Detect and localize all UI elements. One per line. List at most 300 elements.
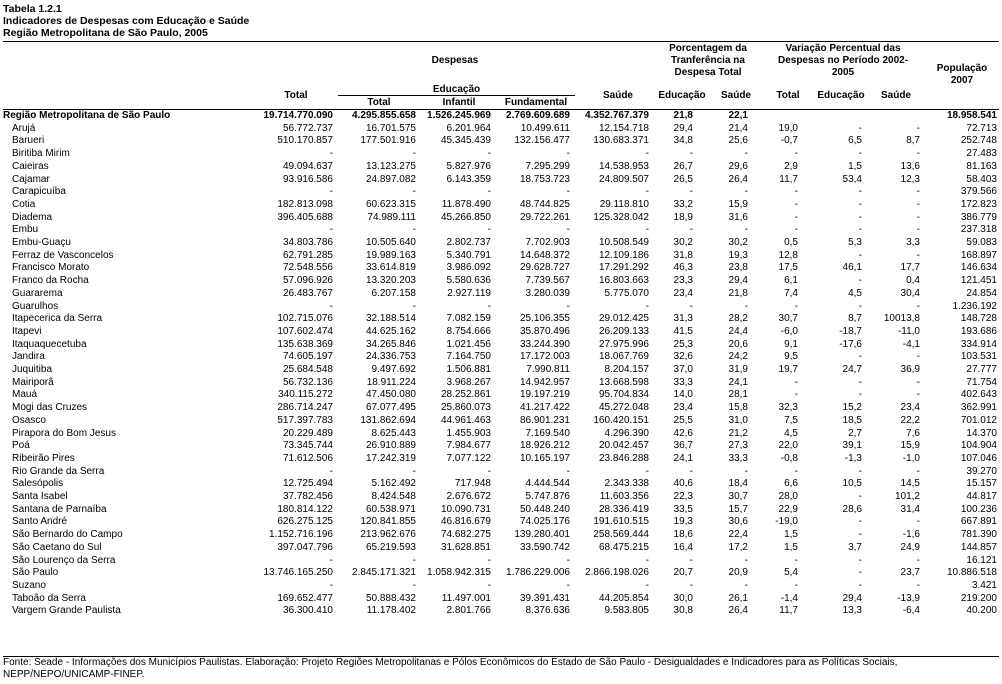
cell-total: 57.096.926 [282, 275, 333, 287]
cell-edu-total: - [412, 186, 416, 198]
cell-var-educacao: - [858, 529, 862, 541]
cell-pct-saude: - [744, 554, 748, 566]
cell-pct-educacao: 36,7 [673, 440, 693, 452]
cell-pct-educacao: 21,8 [673, 110, 693, 121]
cell-municipio: Mauá [12, 389, 38, 401]
cell-pct-saude: 15,8 [728, 402, 748, 414]
cell-populacao: 334.914 [960, 338, 997, 350]
cell-populacao: 237.318 [960, 224, 997, 236]
header-var-saude: Saúde [880, 90, 911, 101]
cell-var-educacao: - [858, 275, 862, 287]
cell-edu-total: - [412, 579, 416, 591]
cell-municipio: Taboão da Serra [12, 592, 86, 604]
cell-saude: 9.583.805 [604, 605, 649, 617]
cell-var-educacao: -17,6 [839, 338, 862, 350]
cell-var-saude: - [916, 122, 920, 134]
cell-var-educacao: 46,1 [842, 262, 862, 274]
table-row [0, 313, 1002, 326]
cell-fundamental: 25.106.355 [519, 313, 570, 325]
cell-edu-total: 13.320.203 [365, 275, 416, 287]
cell-saude: 160.420.151 [593, 414, 649, 426]
cell-var-saude: - [916, 186, 920, 198]
cell-pct-saude: 17,2 [728, 541, 748, 553]
cell-fundamental: 7.169.540 [525, 427, 570, 439]
cell-municipio: Salesópolis [12, 478, 64, 490]
cell-var-educacao: - [858, 491, 862, 502]
cell-pct-saude: - [744, 186, 748, 198]
cell-edu-total: 50.888.432 [365, 592, 416, 604]
cell-var-total: 11,7 [779, 605, 798, 617]
cell-infantil: 44.961.463 [440, 414, 491, 426]
cell-pct-educacao: 42,6 [673, 427, 693, 439]
table-row [0, 529, 1002, 542]
cell-var-educacao: - [858, 567, 862, 579]
table-row [0, 542, 1002, 555]
cell-fundamental: 19.197.219 [519, 389, 570, 401]
cell-pct-educacao: 24,1 [673, 452, 693, 464]
cell-total: 169.652.477 [277, 592, 333, 604]
table-row [0, 428, 1002, 441]
cell-edu-total: 74.989.111 [367, 211, 416, 223]
cell-infantil: 74.682.275 [440, 529, 491, 541]
cell-var-total: - [794, 148, 798, 160]
cell-municipio: Embu [12, 224, 39, 236]
cell-total: 517.397.783 [277, 414, 333, 426]
cell-pct-saude: 24,2 [728, 351, 748, 363]
cell-fundamental: 29.722.261 [519, 211, 570, 223]
cell-pct-educacao: 25,3 [673, 338, 693, 350]
table-row [0, 212, 1002, 225]
cell-var-saude: - [916, 198, 920, 210]
cell-var-educacao: - [858, 148, 862, 160]
cell-var-educacao: - [858, 389, 862, 401]
cell-saude: 24.809.507 [598, 173, 649, 185]
cell-edu-total: 131.862.694 [360, 414, 416, 426]
cell-pct-educacao: - [689, 465, 693, 477]
cell-saude: 130.683.371 [593, 135, 649, 147]
table-row [0, 275, 1002, 288]
cell-var-total: -0,8 [780, 452, 798, 464]
cell-municipio: Rio Grande da Serra [12, 465, 105, 477]
cell-var-saude: - [916, 148, 920, 160]
cell-populacao: 172.823 [960, 198, 997, 210]
cell-var-saude: 36,9 [900, 364, 920, 375]
cell-var-educacao: - [858, 300, 862, 312]
table-row [0, 123, 1002, 136]
cell-pct-educacao: - [689, 554, 693, 566]
cell-pct-saude: 22,1 [728, 110, 748, 121]
cell-var-educacao: - [858, 198, 862, 210]
cell-municipio: Jandira [12, 351, 45, 363]
cell-saude: 45.272.048 [598, 402, 649, 414]
cell-infantil: 1.058.942.315 [427, 567, 491, 579]
cell-fundamental: - [566, 148, 570, 160]
cell-var-saude: -4,1 [902, 338, 920, 350]
cell-populacao: 59.083 [966, 237, 997, 248]
table-row [0, 301, 1002, 314]
cell-populacao: 58.403 [966, 173, 997, 185]
cell-var-saude: 23,7 [900, 567, 920, 579]
cell-saude: 17.291.292 [598, 262, 649, 274]
cell-fundamental: 7.739.567 [525, 275, 570, 287]
table-row [0, 339, 1002, 352]
cell-fundamental: 41.217.422 [519, 402, 570, 414]
cell-pct-educacao: 30,2 [673, 237, 693, 248]
cell-populacao: 71.754 [966, 376, 997, 388]
cell-saude: 20.042.457 [598, 440, 649, 452]
cell-total: 74.605.197 [282, 351, 333, 363]
cell-var-total: -1,4 [780, 592, 798, 604]
cell-pct-saude: - [744, 465, 748, 477]
cell-municipio: Cajamar [12, 173, 50, 185]
cell-fundamental: 1.786.229.006 [506, 567, 570, 579]
header-saude: Saúde [602, 90, 633, 101]
cell-fundamental: 139.280.401 [514, 529, 570, 541]
cell-var-saude: 17,7 [900, 262, 920, 274]
table-row [0, 326, 1002, 339]
cell-var-saude: - [916, 224, 920, 236]
cell-municipio: Região Metropolitana de São Paulo [3, 110, 171, 121]
cell-total: 56.772.737 [282, 122, 333, 134]
cell-total: 626.275.125 [277, 516, 333, 528]
cell-populacao: 386.779 [960, 211, 997, 223]
cell-saude: 191.610.515 [593, 516, 649, 528]
cell-infantil: 1.455.903 [446, 427, 491, 439]
cell-var-saude: - [916, 465, 920, 477]
cell-infantil: 7.984.677 [446, 440, 491, 452]
cell-pct-educacao: - [689, 148, 693, 160]
cell-pct-saude: 31,0 [728, 414, 748, 426]
table-row [0, 466, 1002, 479]
cell-var-total: - [794, 224, 798, 236]
cell-var-educacao: -18,7 [839, 325, 862, 337]
cell-var-educacao: 28,6 [842, 503, 862, 515]
cell-pct-educacao: 30,0 [673, 592, 693, 604]
cell-var-total: - [794, 300, 798, 312]
cell-edu-total: 5.162.492 [371, 478, 416, 490]
cell-var-educacao: 53,4 [842, 173, 862, 185]
cell-pct-saude: - [744, 224, 748, 236]
cell-total: 19.714.770.090 [263, 110, 333, 121]
cell-infantil: 2.802.737 [446, 237, 491, 248]
table-row [0, 148, 1002, 161]
cell-edu-total: 13.123.275 [365, 160, 416, 172]
cell-populacao: 103.531 [960, 351, 997, 363]
cell-var-saude: 24,9 [900, 541, 920, 553]
cell-infantil: - [487, 465, 491, 477]
cell-municipio: Mogi das Cruzes [12, 402, 88, 414]
table-row [0, 250, 1002, 263]
cell-pct-saude: 30,7 [728, 491, 748, 502]
cell-pct-saude: 24,1 [728, 376, 748, 388]
cell-pct-saude: 27,3 [728, 440, 748, 452]
header-educacao: Educação [432, 84, 481, 95]
cell-var-saude: 30,4 [900, 287, 920, 299]
cell-populacao: 148.728 [960, 313, 997, 325]
cell-total: 182.813.098 [277, 198, 333, 210]
cell-total: 13.746.165.250 [263, 567, 333, 579]
cell-saude: - [645, 186, 649, 198]
cell-fundamental: - [566, 300, 570, 312]
cell-pct-educacao: 26,5 [673, 173, 693, 185]
cell-total: 1.152.716.196 [269, 529, 333, 541]
cell-var-saude: 23,4 [900, 402, 920, 414]
cell-infantil: 1.526.245.969 [427, 110, 491, 121]
table-row [0, 389, 1002, 402]
cell-pct-educacao: 14,0 [673, 389, 693, 401]
cell-infantil: 11.497.001 [441, 592, 491, 604]
cell-total: 12.725.494 [282, 478, 333, 490]
cell-populacao: 40.200 [966, 605, 997, 617]
cell-saude: - [645, 465, 649, 477]
cell-infantil: 5.340.791 [446, 249, 491, 261]
cell-var-educacao: 2,7 [848, 427, 862, 439]
cell-pct-saude: 28,2 [728, 313, 748, 325]
cell-pct-saude: 21,8 [728, 287, 748, 299]
cell-edu-total: 10.505.640 [365, 237, 416, 248]
cell-var-total: 9,5 [784, 351, 798, 363]
cell-infantil: - [487, 148, 491, 160]
cell-pct-educacao: - [689, 579, 693, 591]
cell-saude: 12.109.186 [598, 249, 649, 261]
cell-total: 72.548.556 [282, 262, 333, 274]
table-row [0, 377, 1002, 390]
cell-infantil: 46.816.679 [440, 516, 491, 528]
cell-fundamental: - [566, 554, 570, 566]
cell-municipio: Guarulhos [12, 300, 59, 312]
cell-infantil: 3.968.267 [446, 376, 491, 388]
cell-var-educacao: - [858, 249, 862, 261]
cell-fundamental: - [566, 465, 570, 477]
cell-infantil: 6.143.359 [446, 173, 491, 185]
cell-saude: 29.012.425 [598, 313, 649, 325]
cell-edu-total: 16.701.575 [365, 122, 416, 134]
cell-pct-educacao: 29,4 [673, 122, 693, 134]
cell-var-saude: 7,6 [906, 427, 920, 439]
cell-pct-saude: 31,9 [728, 364, 748, 375]
table-row [0, 174, 1002, 187]
cell-pct-educacao: 23,3 [673, 275, 693, 287]
cell-saude: - [645, 224, 649, 236]
cell-total: - [329, 579, 333, 591]
cell-pct-educacao: 25,5 [673, 414, 693, 426]
cell-saude: 26.209.133 [598, 325, 649, 337]
table-row [0, 453, 1002, 466]
cell-populacao: 219.200 [960, 592, 997, 604]
cell-fundamental: 74.025.176 [519, 516, 570, 528]
cell-fundamental: 5.747.876 [525, 491, 570, 502]
cell-pct-educacao: - [689, 300, 693, 312]
cell-municipio: São Lourenço da Serra [12, 554, 116, 566]
cell-populacao: 1.236.192 [952, 300, 997, 312]
cell-fundamental: 33.244.390 [519, 338, 570, 350]
cell-pct-saude: 30,6 [728, 516, 748, 528]
cell-municipio: Itapevi [12, 325, 42, 337]
cell-municipio: Embu-Guaçu [12, 237, 71, 248]
cell-infantil: 31.628.851 [440, 541, 491, 553]
cell-populacao: 193.686 [960, 325, 997, 337]
cell-municipio: São Caetano do Sul [12, 541, 102, 553]
cell-total: 73.345.744 [282, 440, 333, 452]
cell-infantil: 45.266.850 [440, 211, 491, 223]
cell-fundamental: - [566, 224, 570, 236]
cell-municipio: Juquitiba [12, 364, 53, 375]
cell-populacao: 146.634 [960, 262, 997, 274]
cell-var-saude: 13,6 [900, 160, 920, 172]
cell-pct-educacao: 23,4 [673, 287, 693, 299]
cell-var-saude: - [916, 249, 920, 261]
cell-saude: 5.775.070 [604, 287, 649, 299]
cell-populacao: 27.483 [966, 148, 997, 160]
cell-municipio: Santo André [12, 516, 68, 528]
cell-fundamental: 50.448.240 [519, 503, 570, 515]
cell-var-saude: - [916, 389, 920, 401]
cell-var-total: 11,7 [779, 173, 798, 185]
cell-populacao: 14.370 [966, 427, 997, 439]
cell-var-saude: -6,4 [902, 605, 920, 617]
cell-populacao: 104.904 [960, 440, 997, 452]
cell-pct-educacao: 30,8 [673, 605, 693, 617]
table-row [0, 478, 1002, 491]
cell-infantil: 5.580.636 [446, 275, 491, 287]
cell-var-educacao: - [858, 376, 862, 388]
cell-municipio: Santana de Parnaíba [12, 503, 107, 515]
cell-pct-educacao: 33,5 [673, 503, 693, 515]
cell-populacao: 362.991 [960, 402, 997, 414]
cell-saude: 2.343.338 [604, 478, 649, 490]
cell-saude: 4.352.767.379 [585, 110, 649, 121]
cell-var-total: -0,7 [780, 135, 798, 147]
cell-var-educacao: 24,7 [842, 364, 862, 375]
cell-infantil: 28.252.861 [440, 389, 491, 401]
cell-pct-educacao: 20,7 [673, 567, 693, 579]
cell-infantil: 1.506.881 [446, 364, 491, 375]
cell-var-saude: 0,4 [906, 275, 920, 287]
cell-infantil: 2.927.119 [447, 287, 491, 299]
cell-var-educacao: 18,5 [842, 414, 862, 426]
cell-pct-saude: 29,6 [728, 160, 748, 172]
cell-var-total: 1,5 [784, 541, 798, 553]
table-row [0, 567, 1002, 580]
table-row [0, 491, 1002, 504]
cell-municipio: Arujá [12, 122, 36, 134]
cell-municipio: Suzano [12, 579, 46, 591]
header-var-educacao: Educação [817, 90, 865, 101]
cell-infantil: 6.201.964 [446, 122, 491, 134]
cell-municipio: Osasco [12, 414, 46, 426]
cell-municipio: Diadema [12, 211, 53, 223]
cell-municipio: Ferraz de Vasconcelos [12, 249, 114, 261]
cell-populacao: 72.713 [966, 122, 997, 134]
cell-total: 62.791.285 [282, 249, 333, 261]
cell-var-educacao: 39,1 [842, 440, 862, 452]
cell-var-total: - [794, 186, 798, 198]
cell-municipio: Franco da Rocha [12, 275, 89, 287]
cell-municipio: São Bernardo do Campo [12, 529, 123, 541]
cell-populacao: 701.012 [960, 414, 997, 426]
cell-pct-saude: 31,6 [728, 211, 748, 223]
cell-edu-total: - [412, 554, 416, 566]
cell-infantil: - [487, 224, 491, 236]
cell-var-saude: - [916, 376, 920, 388]
cell-edu-total: 26.910.889 [365, 440, 416, 452]
cell-infantil: 45.345.439 [440, 135, 491, 147]
cell-fundamental: 29.628.727 [519, 262, 570, 274]
cell-edu-total: 60.538.971 [365, 503, 416, 515]
cell-pct-educacao: 18,9 [673, 211, 693, 223]
cell-var-saude: -13,9 [897, 592, 920, 604]
cell-infantil: 7.077.122 [446, 452, 491, 464]
cell-municipio: Mairiporã [12, 376, 54, 388]
cell-populacao: 27.777 [966, 364, 997, 375]
cell-var-educacao: - [858, 554, 862, 566]
cell-saude: 8.204.157 [604, 364, 649, 375]
cell-pct-saude: 20,9 [728, 567, 748, 579]
cell-fundamental: 48.744.825 [519, 198, 570, 210]
header-porcentagem: Porcentagem da Tranferência na Despesa Total [669, 43, 747, 78]
table-subtitle: Região Metropolitana de São Paulo, 2005 [3, 27, 208, 39]
cell-var-total: - [794, 554, 798, 566]
cell-edu-total: 24.336.753 [365, 351, 416, 363]
cell-infantil: 2.801.766 [446, 605, 491, 617]
cell-municipio: Barueri [12, 135, 45, 147]
cell-var-total: 12,8 [778, 249, 798, 261]
cell-municipio: Cotia [12, 198, 36, 210]
cell-infantil: 2.676.672 [446, 491, 491, 502]
cell-pct-saude: 26,4 [728, 173, 748, 185]
cell-municipio: Ribeirão Pires [12, 452, 75, 464]
cell-edu-total: 34.265.846 [365, 338, 416, 350]
header-edu-total: Total [367, 97, 391, 108]
cell-pct-educacao: 33,2 [673, 198, 693, 210]
cell-populacao: 100.236 [960, 503, 997, 515]
cell-var-educacao: 15,2 [842, 402, 862, 414]
cell-infantil: 25.860.073 [440, 402, 491, 414]
cell-var-total: 17,5 [778, 262, 798, 274]
cell-municipio: Santa Isabel [12, 491, 68, 502]
source-note: Fonte: Seade - Informações dos Municípios Paulistas. Elaboração: Projeto Regiões Metropolitanas e Pólos Econômicos do Estado de São Paulo - Desigualdades e Indicadores para as Políticas Sociais, NEPP/NEPO/UNICAMP-FINEP. [3, 657, 898, 680]
cell-municipio: Itaquaquecetuba [12, 338, 87, 350]
cell-fundamental: 35.870.496 [519, 325, 570, 337]
cell-populacao: 39.270 [966, 465, 997, 477]
table-row [0, 224, 1002, 237]
cell-edu-total: 65.219.593 [365, 541, 416, 553]
cell-edu-total: 8.424.548 [371, 491, 416, 502]
cell-fundamental: 3.280.039 [525, 287, 570, 299]
cell-edu-total: 32.188.514 [365, 313, 416, 325]
cell-populacao: 3.421 [971, 579, 997, 591]
header-var-total: Total [776, 90, 800, 101]
cell-saude: 125.328.042 [593, 211, 649, 223]
cell-municipio: Biritiba Mirim [12, 148, 70, 160]
cell-saude: 44.205.854 [598, 592, 649, 604]
cell-infantil: 717.948 [454, 478, 491, 490]
cell-municipio: Poá [12, 440, 30, 452]
cell-municipio: Guararema [12, 287, 63, 299]
cell-var-educacao: 8,7 [848, 313, 862, 325]
cell-var-saude: - [916, 554, 920, 566]
cell-saude: - [645, 300, 649, 312]
cell-populacao: 15.157 [966, 478, 997, 490]
cell-var-total: 4,5 [784, 427, 798, 439]
cell-populacao: 24.854 [966, 287, 997, 299]
cell-fundamental: 2.769.609.689 [506, 110, 570, 121]
table-row [0, 364, 1002, 377]
cell-pct-educacao: 40,6 [673, 478, 693, 490]
cell-var-total: 32,3 [778, 402, 798, 414]
cell-populacao: 18.958.541 [946, 110, 997, 121]
cell-municipio: Pirapora do Bom Jesus [12, 427, 116, 439]
